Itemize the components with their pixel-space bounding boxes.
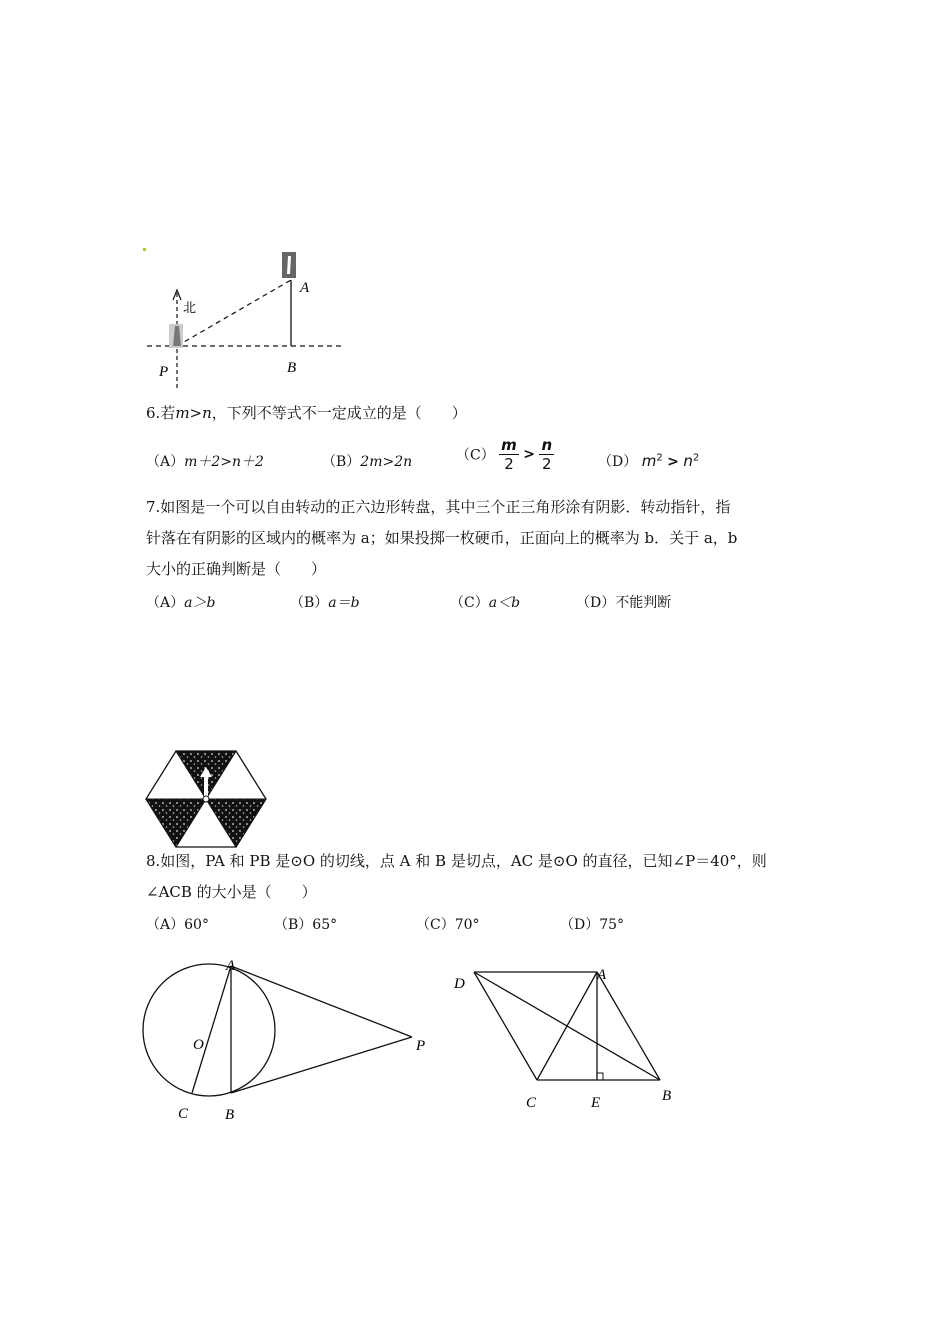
circle-O [143, 964, 275, 1096]
q8-line-2: ∠ACB 的大小是（ ） [146, 883, 317, 901]
diagonal-DB [474, 972, 660, 1080]
q7-line-1: 7.如图是一个可以自由转动的正六边形转盘，其中三个正三角形涂有阴影．转动指针，指 [146, 498, 731, 516]
right-angle-mark [597, 1073, 603, 1080]
fraction-n-over-2: $\frac{n}{2}$ [541, 436, 553, 473]
point-B-label: B [287, 360, 297, 376]
tangent-PA [231, 966, 412, 1037]
q6-option-d[interactable]: （D） $m^2 > n^2$ [598, 452, 700, 470]
point-A-label: A [226, 958, 236, 974]
point-B-label: B [662, 1088, 672, 1104]
point-E-label: E [591, 1095, 601, 1111]
point-A-label: A [597, 967, 607, 983]
speck-mark [143, 248, 146, 251]
spinner-center [203, 796, 209, 802]
q6-option-c[interactable]: （C） $\frac{m}{2}$ > $\frac{n}{2}$ [456, 436, 553, 473]
point-D-label: D [454, 976, 465, 992]
q8-line-1: 8.如图，PA 和 PB 是⊙O 的切线，点 A 和 B 是切点，AC 是⊙O 的直径，已知∠P＝40°，则 [146, 852, 767, 870]
point-P-label: P [416, 1038, 426, 1054]
figure-parallelogram [450, 960, 690, 1115]
point-A-label: A [300, 280, 310, 296]
observer-icon [169, 324, 183, 348]
q7-option-b[interactable]: （B）a＝b [290, 595, 360, 611]
q6-option-a[interactable]: （A）m＋2>n＋2 [146, 454, 264, 470]
point-C-label: C [178, 1106, 189, 1122]
q6-stem: 6.若m>n，下列不等式不一定成立的是（ ） [146, 404, 467, 422]
point-O-label: O [193, 1037, 204, 1053]
side-DC [474, 972, 537, 1080]
q6-option-b[interactable]: （B）2m>2n [322, 454, 413, 470]
q8-option-d[interactable]: （D）75° [560, 917, 625, 933]
figure-hexagon-spinner [140, 745, 274, 855]
figure-direction-diagram [135, 240, 365, 400]
q7-line-2: 针落在有阴影的区域内的概率为 a；如果投掷一枚硬币，正面向上的概率为 b．关于 a，b [146, 529, 738, 547]
tangent-PB [231, 1037, 412, 1093]
fraction-m-over-2: $\frac{m}{2}$ [501, 436, 517, 473]
tower-icon [282, 252, 296, 278]
q7-option-c[interactable]: （C）a＜b [450, 595, 521, 611]
q7-option-a[interactable]: （A）a＞b [146, 595, 216, 611]
point-P-label: P [159, 364, 169, 380]
north-label: 北 [183, 300, 197, 315]
point-C-label: C [526, 1095, 537, 1111]
q8-option-b[interactable]: （B）65° [274, 917, 338, 933]
figure-circle-tangents [130, 955, 440, 1130]
q7-option-d[interactable]: （D）不能判断 [576, 595, 672, 611]
q8-option-c[interactable]: （C）70° [416, 917, 480, 933]
q7-line-3: 大小的正确判断是（ ） [146, 560, 327, 578]
diameter-AC [192, 966, 231, 1093]
q8-option-a[interactable]: （A）60° [146, 917, 209, 933]
point-B-label: B [225, 1107, 235, 1123]
side-AB [597, 972, 660, 1080]
